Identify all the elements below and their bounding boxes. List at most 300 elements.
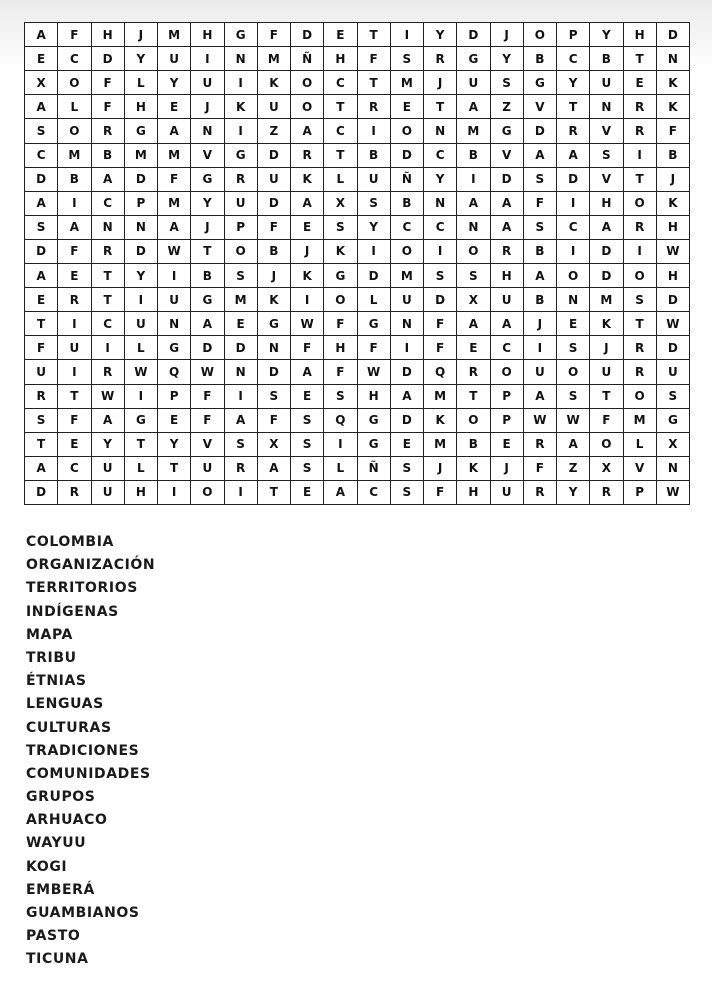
grid-cell[interactable]: H bbox=[657, 216, 690, 240]
grid-cell[interactable]: U bbox=[191, 71, 224, 95]
grid-cell[interactable]: F bbox=[92, 95, 125, 119]
grid-cell[interactable]: S bbox=[25, 409, 58, 433]
grid-cell[interactable]: V bbox=[590, 168, 623, 192]
grid-cell[interactable]: C bbox=[557, 216, 590, 240]
grid-cell[interactable]: S bbox=[457, 264, 490, 288]
grid-cell[interactable]: K bbox=[291, 168, 324, 192]
grid-cell[interactable]: U bbox=[258, 95, 291, 119]
grid-cell[interactable]: L bbox=[125, 71, 158, 95]
grid-cell[interactable]: O bbox=[58, 119, 91, 143]
grid-cell[interactable]: A bbox=[25, 457, 58, 481]
grid-cell[interactable]: S bbox=[324, 385, 357, 409]
grid-cell[interactable]: N bbox=[225, 360, 258, 384]
grid-cell[interactable]: Y bbox=[92, 433, 125, 457]
grid-cell[interactable]: R bbox=[58, 288, 91, 312]
grid-cell[interactable]: D bbox=[391, 409, 424, 433]
grid-cell[interactable]: L bbox=[624, 433, 657, 457]
grid-cell[interactable]: Ñ bbox=[391, 168, 424, 192]
grid-cell[interactable]: D bbox=[125, 168, 158, 192]
grid-cell[interactable]: R bbox=[524, 433, 557, 457]
grid-cell[interactable]: R bbox=[225, 457, 258, 481]
grid-cell[interactable]: R bbox=[624, 336, 657, 360]
grid-cell[interactable]: S bbox=[657, 385, 690, 409]
grid-cell[interactable]: H bbox=[92, 23, 125, 47]
grid-cell[interactable]: G bbox=[125, 119, 158, 143]
grid-cell[interactable]: X bbox=[590, 457, 623, 481]
grid-cell[interactable]: Y bbox=[158, 433, 191, 457]
grid-cell[interactable]: R bbox=[358, 95, 391, 119]
grid-cell[interactable]: Y bbox=[590, 23, 623, 47]
grid-cell[interactable]: R bbox=[225, 168, 258, 192]
grid-cell[interactable]: D bbox=[391, 360, 424, 384]
grid-cell[interactable]: E bbox=[291, 481, 324, 505]
grid-cell[interactable]: N bbox=[158, 312, 191, 336]
grid-cell[interactable]: A bbox=[524, 385, 557, 409]
grid-cell[interactable]: U bbox=[590, 71, 623, 95]
grid-cell[interactable]: K bbox=[590, 312, 623, 336]
grid-cell[interactable]: N bbox=[457, 216, 490, 240]
grid-cell[interactable]: U bbox=[590, 360, 623, 384]
grid-cell[interactable]: T bbox=[25, 433, 58, 457]
grid-cell[interactable]: F bbox=[191, 409, 224, 433]
grid-cell[interactable]: A bbox=[491, 216, 524, 240]
grid-cell[interactable]: R bbox=[25, 385, 58, 409]
grid-cell[interactable]: A bbox=[491, 192, 524, 216]
grid-cell[interactable]: E bbox=[225, 312, 258, 336]
grid-cell[interactable]: Z bbox=[491, 95, 524, 119]
grid-cell[interactable]: A bbox=[391, 385, 424, 409]
grid-cell[interactable]: U bbox=[391, 288, 424, 312]
grid-cell[interactable]: M bbox=[158, 192, 191, 216]
grid-cell[interactable]: Y bbox=[358, 216, 391, 240]
grid-cell[interactable]: A bbox=[457, 192, 490, 216]
grid-cell[interactable]: P bbox=[491, 409, 524, 433]
grid-cell[interactable]: S bbox=[358, 192, 391, 216]
grid-cell[interactable]: S bbox=[225, 264, 258, 288]
grid-cell[interactable]: A bbox=[457, 312, 490, 336]
grid-cell[interactable]: D bbox=[125, 240, 158, 264]
grid-cell[interactable]: J bbox=[524, 312, 557, 336]
grid-cell[interactable]: S bbox=[391, 47, 424, 71]
grid-cell[interactable]: W bbox=[657, 481, 690, 505]
grid-cell[interactable]: Y bbox=[191, 192, 224, 216]
grid-cell[interactable]: I bbox=[58, 312, 91, 336]
grid-cell[interactable]: T bbox=[258, 481, 291, 505]
grid-cell[interactable]: R bbox=[524, 481, 557, 505]
grid-cell[interactable]: F bbox=[58, 240, 91, 264]
grid-cell[interactable]: T bbox=[324, 144, 357, 168]
grid-cell[interactable]: S bbox=[557, 385, 590, 409]
grid-cell[interactable]: F bbox=[58, 23, 91, 47]
grid-cell[interactable]: T bbox=[324, 95, 357, 119]
grid-cell[interactable]: S bbox=[291, 433, 324, 457]
grid-cell[interactable]: D bbox=[657, 288, 690, 312]
grid-cell[interactable]: F bbox=[258, 409, 291, 433]
grid-cell[interactable]: G bbox=[324, 264, 357, 288]
grid-cell[interactable]: F bbox=[524, 192, 557, 216]
grid-cell[interactable]: A bbox=[158, 216, 191, 240]
grid-cell[interactable]: S bbox=[25, 119, 58, 143]
grid-cell[interactable]: S bbox=[624, 288, 657, 312]
grid-cell[interactable]: T bbox=[125, 433, 158, 457]
grid-cell[interactable]: B bbox=[457, 433, 490, 457]
grid-cell[interactable]: C bbox=[424, 216, 457, 240]
grid-cell[interactable]: S bbox=[291, 409, 324, 433]
grid-cell[interactable]: W bbox=[125, 360, 158, 384]
grid-cell[interactable]: Y bbox=[424, 23, 457, 47]
grid-cell[interactable]: M bbox=[258, 47, 291, 71]
grid-cell[interactable]: R bbox=[590, 481, 623, 505]
grid-cell[interactable]: F bbox=[424, 481, 457, 505]
grid-cell[interactable]: H bbox=[624, 23, 657, 47]
grid-cell[interactable]: R bbox=[457, 360, 490, 384]
grid-cell[interactable]: U bbox=[258, 168, 291, 192]
grid-cell[interactable]: E bbox=[624, 71, 657, 95]
grid-cell[interactable]: Z bbox=[557, 457, 590, 481]
grid-cell[interactable]: O bbox=[457, 409, 490, 433]
grid-cell[interactable]: C bbox=[324, 71, 357, 95]
grid-cell[interactable]: E bbox=[58, 264, 91, 288]
grid-cell[interactable]: P bbox=[557, 23, 590, 47]
grid-cell[interactable]: H bbox=[191, 23, 224, 47]
grid-cell[interactable]: P bbox=[158, 385, 191, 409]
grid-cell[interactable]: S bbox=[324, 216, 357, 240]
grid-cell[interactable]: C bbox=[391, 216, 424, 240]
grid-cell[interactable]: R bbox=[92, 360, 125, 384]
grid-cell[interactable]: J bbox=[657, 168, 690, 192]
grid-cell[interactable]: A bbox=[92, 168, 125, 192]
grid-cell[interactable]: U bbox=[158, 47, 191, 71]
grid-cell[interactable]: U bbox=[191, 457, 224, 481]
grid-cell[interactable]: D bbox=[457, 23, 490, 47]
grid-cell[interactable]: A bbox=[557, 144, 590, 168]
grid-cell[interactable]: T bbox=[457, 385, 490, 409]
grid-cell[interactable]: O bbox=[624, 385, 657, 409]
grid-cell[interactable]: S bbox=[524, 168, 557, 192]
grid-cell[interactable]: S bbox=[25, 216, 58, 240]
grid-cell[interactable]: D bbox=[191, 336, 224, 360]
grid-cell[interactable]: O bbox=[391, 240, 424, 264]
grid-cell[interactable]: R bbox=[491, 240, 524, 264]
grid-cell[interactable]: F bbox=[424, 336, 457, 360]
grid-cell[interactable]: D bbox=[225, 336, 258, 360]
grid-cell[interactable]: R bbox=[291, 144, 324, 168]
grid-cell[interactable]: U bbox=[491, 288, 524, 312]
grid-cell[interactable]: D bbox=[590, 240, 623, 264]
grid-cell[interactable]: G bbox=[457, 47, 490, 71]
grid-cell[interactable]: H bbox=[358, 385, 391, 409]
grid-cell[interactable]: O bbox=[557, 264, 590, 288]
grid-cell[interactable]: U bbox=[125, 312, 158, 336]
grid-cell[interactable]: D bbox=[258, 144, 291, 168]
grid-cell[interactable]: E bbox=[58, 433, 91, 457]
grid-cell[interactable]: N bbox=[258, 336, 291, 360]
grid-cell[interactable]: X bbox=[457, 288, 490, 312]
grid-cell[interactable]: O bbox=[291, 71, 324, 95]
grid-cell[interactable]: R bbox=[624, 216, 657, 240]
grid-cell[interactable]: G bbox=[657, 409, 690, 433]
grid-cell[interactable]: Z bbox=[258, 119, 291, 143]
grid-cell[interactable]: B bbox=[191, 264, 224, 288]
grid-cell[interactable]: A bbox=[291, 360, 324, 384]
grid-cell[interactable]: D bbox=[92, 47, 125, 71]
grid-cell[interactable]: I bbox=[191, 47, 224, 71]
grid-cell[interactable]: N bbox=[424, 192, 457, 216]
grid-cell[interactable]: L bbox=[324, 457, 357, 481]
grid-cell[interactable]: D bbox=[291, 23, 324, 47]
grid-cell[interactable]: U bbox=[457, 71, 490, 95]
grid-cell[interactable]: A bbox=[25, 95, 58, 119]
grid-cell[interactable]: K bbox=[657, 95, 690, 119]
grid-cell[interactable]: E bbox=[291, 385, 324, 409]
grid-cell[interactable]: B bbox=[590, 47, 623, 71]
grid-cell[interactable]: B bbox=[524, 240, 557, 264]
grid-cell[interactable]: E bbox=[25, 288, 58, 312]
grid-cell[interactable]: F bbox=[324, 312, 357, 336]
grid-cell[interactable]: R bbox=[624, 360, 657, 384]
grid-cell[interactable]: S bbox=[424, 264, 457, 288]
grid-cell[interactable]: W bbox=[291, 312, 324, 336]
grid-cell[interactable]: D bbox=[258, 360, 291, 384]
grid-cell[interactable]: N bbox=[657, 47, 690, 71]
grid-cell[interactable]: S bbox=[391, 457, 424, 481]
grid-cell[interactable]: I bbox=[125, 385, 158, 409]
grid-cell[interactable]: F bbox=[92, 71, 125, 95]
grid-cell[interactable]: N bbox=[657, 457, 690, 481]
grid-cell[interactable]: L bbox=[125, 457, 158, 481]
grid-cell[interactable]: M bbox=[158, 23, 191, 47]
grid-cell[interactable]: B bbox=[58, 168, 91, 192]
grid-cell[interactable]: I bbox=[624, 240, 657, 264]
grid-cell[interactable]: C bbox=[92, 312, 125, 336]
grid-cell[interactable]: B bbox=[258, 240, 291, 264]
grid-cell[interactable]: U bbox=[92, 481, 125, 505]
grid-cell[interactable]: D bbox=[424, 288, 457, 312]
grid-cell[interactable]: L bbox=[58, 95, 91, 119]
grid-cell[interactable]: I bbox=[557, 240, 590, 264]
grid-cell[interactable]: F bbox=[258, 216, 291, 240]
grid-cell[interactable]: K bbox=[657, 192, 690, 216]
grid-cell[interactable]: T bbox=[624, 312, 657, 336]
grid-cell[interactable]: X bbox=[324, 192, 357, 216]
grid-cell[interactable]: G bbox=[191, 168, 224, 192]
grid-cell[interactable]: Y bbox=[424, 168, 457, 192]
grid-cell[interactable]: V bbox=[624, 457, 657, 481]
grid-cell[interactable]: I bbox=[225, 481, 258, 505]
grid-cell[interactable]: K bbox=[291, 264, 324, 288]
grid-cell[interactable]: E bbox=[457, 336, 490, 360]
grid-cell[interactable]: K bbox=[258, 71, 291, 95]
grid-cell[interactable]: H bbox=[324, 336, 357, 360]
grid-cell[interactable]: V bbox=[191, 433, 224, 457]
grid-cell[interactable]: D bbox=[657, 336, 690, 360]
grid-cell[interactable]: O bbox=[191, 481, 224, 505]
grid-cell[interactable]: H bbox=[324, 47, 357, 71]
grid-cell[interactable]: I bbox=[58, 360, 91, 384]
grid-cell[interactable]: U bbox=[58, 336, 91, 360]
grid-cell[interactable]: K bbox=[657, 71, 690, 95]
grid-cell[interactable]: Y bbox=[491, 47, 524, 71]
grid-cell[interactable]: B bbox=[457, 144, 490, 168]
grid-cell[interactable]: P bbox=[624, 481, 657, 505]
grid-cell[interactable]: J bbox=[258, 264, 291, 288]
grid-cell[interactable]: O bbox=[291, 95, 324, 119]
grid-cell[interactable]: H bbox=[125, 95, 158, 119]
grid-cell[interactable]: A bbox=[291, 192, 324, 216]
grid-cell[interactable]: G bbox=[225, 144, 258, 168]
grid-cell[interactable]: A bbox=[25, 192, 58, 216]
grid-cell[interactable]: F bbox=[58, 409, 91, 433]
grid-cell[interactable]: N bbox=[92, 216, 125, 240]
grid-cell[interactable]: U bbox=[92, 457, 125, 481]
grid-cell[interactable]: H bbox=[457, 481, 490, 505]
grid-cell[interactable]: H bbox=[590, 192, 623, 216]
grid-cell[interactable]: T bbox=[624, 47, 657, 71]
grid-cell[interactable]: E bbox=[391, 433, 424, 457]
grid-cell[interactable]: S bbox=[590, 144, 623, 168]
grid-cell[interactable]: N bbox=[225, 47, 258, 71]
grid-cell[interactable]: E bbox=[557, 312, 590, 336]
grid-cell[interactable]: C bbox=[557, 47, 590, 71]
grid-cell[interactable]: A bbox=[291, 119, 324, 143]
grid-cell[interactable]: C bbox=[58, 47, 91, 71]
grid-cell[interactable]: B bbox=[92, 144, 125, 168]
grid-cell[interactable]: J bbox=[125, 23, 158, 47]
grid-cell[interactable]: T bbox=[191, 240, 224, 264]
grid-cell[interactable]: A bbox=[524, 144, 557, 168]
grid-cell[interactable]: G bbox=[524, 71, 557, 95]
grid-cell[interactable]: G bbox=[358, 312, 391, 336]
grid-cell[interactable]: M bbox=[391, 71, 424, 95]
grid-cell[interactable]: K bbox=[258, 288, 291, 312]
grid-cell[interactable]: G bbox=[225, 23, 258, 47]
grid-cell[interactable]: J bbox=[291, 240, 324, 264]
grid-cell[interactable]: U bbox=[491, 481, 524, 505]
grid-cell[interactable]: R bbox=[557, 119, 590, 143]
grid-cell[interactable]: A bbox=[258, 457, 291, 481]
grid-cell[interactable]: I bbox=[158, 481, 191, 505]
grid-cell[interactable]: Q bbox=[158, 360, 191, 384]
grid-cell[interactable]: E bbox=[391, 95, 424, 119]
grid-cell[interactable]: J bbox=[191, 95, 224, 119]
grid-cell[interactable]: A bbox=[324, 481, 357, 505]
grid-cell[interactable]: I bbox=[291, 288, 324, 312]
grid-cell[interactable]: I bbox=[391, 336, 424, 360]
grid-cell[interactable]: Y bbox=[125, 47, 158, 71]
grid-cell[interactable]: L bbox=[125, 336, 158, 360]
grid-cell[interactable]: T bbox=[25, 312, 58, 336]
grid-cell[interactable]: F bbox=[158, 168, 191, 192]
grid-cell[interactable]: A bbox=[524, 264, 557, 288]
grid-cell[interactable]: M bbox=[158, 144, 191, 168]
grid-cell[interactable]: T bbox=[358, 23, 391, 47]
grid-cell[interactable]: G bbox=[358, 433, 391, 457]
grid-cell[interactable]: T bbox=[92, 288, 125, 312]
grid-cell[interactable]: A bbox=[158, 119, 191, 143]
grid-cell[interactable]: E bbox=[158, 409, 191, 433]
grid-cell[interactable]: S bbox=[491, 71, 524, 95]
grid-cell[interactable]: S bbox=[557, 336, 590, 360]
grid-cell[interactable]: C bbox=[491, 336, 524, 360]
grid-cell[interactable]: F bbox=[258, 23, 291, 47]
grid-cell[interactable]: D bbox=[25, 168, 58, 192]
grid-cell[interactable]: N bbox=[391, 312, 424, 336]
grid-cell[interactable]: E bbox=[324, 23, 357, 47]
grid-cell[interactable]: T bbox=[92, 264, 125, 288]
grid-cell[interactable]: I bbox=[391, 23, 424, 47]
grid-cell[interactable]: W bbox=[158, 240, 191, 264]
grid-cell[interactable]: F bbox=[358, 336, 391, 360]
grid-cell[interactable]: A bbox=[491, 312, 524, 336]
grid-cell[interactable]: C bbox=[358, 481, 391, 505]
grid-cell[interactable]: B bbox=[524, 288, 557, 312]
grid-cell[interactable]: A bbox=[191, 312, 224, 336]
grid-cell[interactable]: T bbox=[624, 168, 657, 192]
grid-cell[interactable]: I bbox=[158, 264, 191, 288]
grid-cell[interactable]: M bbox=[391, 264, 424, 288]
grid-cell[interactable]: I bbox=[225, 71, 258, 95]
grid-cell[interactable]: W bbox=[657, 312, 690, 336]
grid-cell[interactable]: U bbox=[25, 360, 58, 384]
grid-cell[interactable]: A bbox=[225, 409, 258, 433]
grid-cell[interactable]: O bbox=[557, 360, 590, 384]
grid-cell[interactable]: W bbox=[358, 360, 391, 384]
grid-cell[interactable]: I bbox=[358, 119, 391, 143]
grid-cell[interactable]: D bbox=[557, 168, 590, 192]
grid-cell[interactable]: Y bbox=[557, 481, 590, 505]
grid-cell[interactable]: M bbox=[424, 433, 457, 457]
grid-cell[interactable]: T bbox=[58, 385, 91, 409]
grid-cell[interactable]: N bbox=[125, 216, 158, 240]
grid-cell[interactable]: E bbox=[291, 216, 324, 240]
grid-cell[interactable]: G bbox=[258, 312, 291, 336]
grid-cell[interactable]: I bbox=[557, 192, 590, 216]
grid-cell[interactable]: O bbox=[524, 23, 557, 47]
grid-cell[interactable]: C bbox=[92, 192, 125, 216]
grid-cell[interactable]: F bbox=[590, 409, 623, 433]
grid-cell[interactable]: A bbox=[25, 23, 58, 47]
grid-cell[interactable]: U bbox=[158, 288, 191, 312]
grid-cell[interactable]: U bbox=[225, 192, 258, 216]
grid-cell[interactable]: E bbox=[158, 95, 191, 119]
grid-cell[interactable]: N bbox=[590, 95, 623, 119]
grid-cell[interactable]: D bbox=[25, 481, 58, 505]
grid-cell[interactable]: O bbox=[457, 240, 490, 264]
grid-cell[interactable]: P bbox=[491, 385, 524, 409]
grid-cell[interactable]: S bbox=[524, 216, 557, 240]
grid-cell[interactable]: R bbox=[92, 119, 125, 143]
grid-cell[interactable]: X bbox=[258, 433, 291, 457]
grid-cell[interactable]: B bbox=[391, 192, 424, 216]
grid-cell[interactable]: N bbox=[557, 288, 590, 312]
grid-cell[interactable]: Q bbox=[324, 409, 357, 433]
grid-cell[interactable]: J bbox=[491, 457, 524, 481]
grid-cell[interactable]: D bbox=[491, 168, 524, 192]
grid-cell[interactable]: F bbox=[324, 360, 357, 384]
grid-cell[interactable]: O bbox=[624, 192, 657, 216]
grid-cell[interactable]: K bbox=[424, 409, 457, 433]
grid-cell[interactable]: K bbox=[225, 95, 258, 119]
grid-cell[interactable]: L bbox=[324, 168, 357, 192]
grid-cell[interactable]: G bbox=[491, 119, 524, 143]
grid-cell[interactable]: F bbox=[291, 336, 324, 360]
grid-cell[interactable]: H bbox=[657, 264, 690, 288]
grid-cell[interactable]: X bbox=[657, 433, 690, 457]
grid-cell[interactable]: W bbox=[557, 409, 590, 433]
grid-cell[interactable]: S bbox=[291, 457, 324, 481]
grid-cell[interactable]: G bbox=[125, 409, 158, 433]
grid-cell[interactable]: R bbox=[624, 119, 657, 143]
